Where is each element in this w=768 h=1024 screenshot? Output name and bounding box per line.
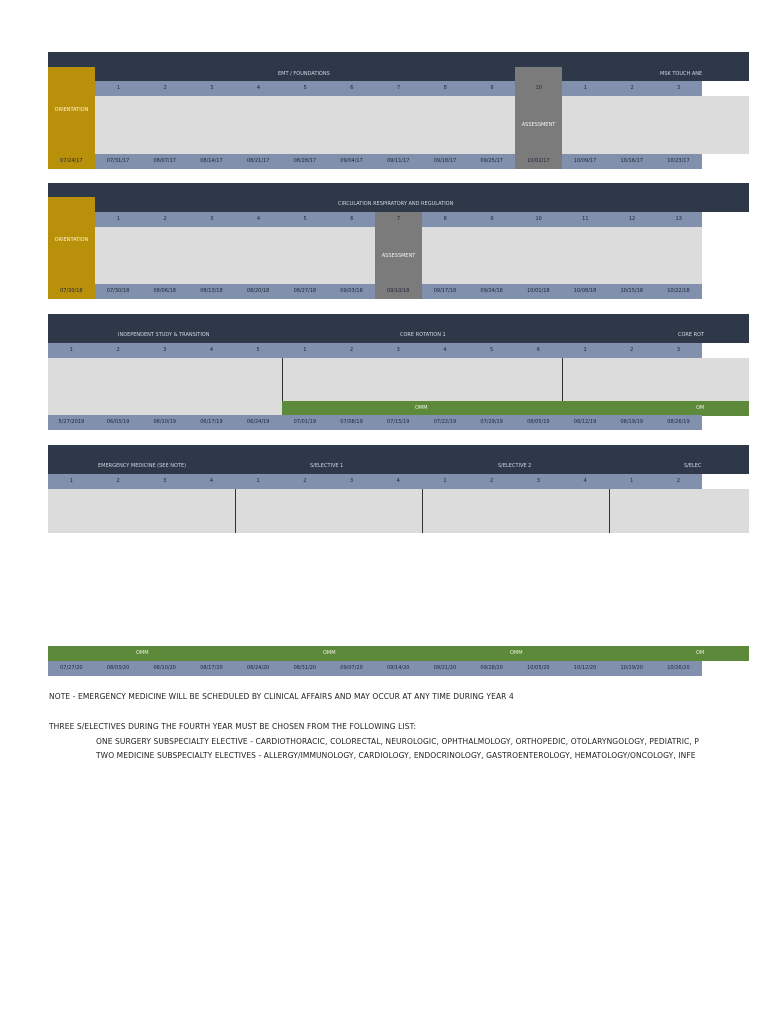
schedule-cell: 07/29/19 <box>480 419 503 425</box>
schedule-cell: 1 <box>69 478 73 484</box>
year4-schedule <box>48 445 749 533</box>
schedule-cell: 08/12/19 <box>573 419 597 425</box>
schedule-cell: 09/17/18 <box>433 288 457 294</box>
year3-header-b: CORE ROTATION 1 <box>400 332 446 338</box>
schedule-cell: 6 <box>536 347 540 353</box>
schedule-cell: 09/14/20 <box>387 665 410 671</box>
schedule-cell: 08/20/18 <box>246 288 270 294</box>
schedule-cell: 2 <box>676 478 681 484</box>
schedule-cell: 7 <box>396 216 401 222</box>
schedule-cell: 12 <box>628 216 636 222</box>
schedule-cell: 08/27/18 <box>293 288 317 294</box>
year4-schedule-body <box>48 489 749 533</box>
schedule-cell: 07/01/19 <box>293 419 317 425</box>
schedule-cell: 6 <box>350 85 354 91</box>
schedule-cell: 10/15/18 <box>620 288 643 294</box>
schedule-cell: 6 <box>350 216 354 222</box>
schedule-cell: 10/08/18 <box>573 288 597 294</box>
schedule-cell: 2 <box>630 85 634 91</box>
schedule-cell: 10 <box>535 85 542 91</box>
schedule-cell: 09/24/18 <box>480 288 503 294</box>
schedule-cell: 06/24/19 <box>246 419 270 425</box>
schedule-cell: 3 <box>163 347 167 353</box>
schedule-cell: 07/30/18 <box>60 288 83 294</box>
year3-omm-label-a: OMM <box>415 405 428 411</box>
year4-omm-label-3: OMM <box>510 650 523 656</box>
schedule-cell: 1 <box>69 347 73 353</box>
schedule-cell: 08/06/18 <box>153 288 176 294</box>
schedule-cell: 09/21/20 <box>433 665 457 671</box>
note-surgery-elective: ONE SURGERY SUBSPECIALTY ELECTIVE - CARDIOTHORACIC, COLORECTAL, NEUROLOGIC, OPHTHALMOLOGY, ORTHOPEDIC, OTOLARYNGOLOGY, PEDIATRIC, P <box>96 737 699 746</box>
schedule-cell: 08/17/20 <box>200 665 223 671</box>
year4-divider-3 <box>609 489 610 533</box>
year4-omm-label-2: OMM <box>323 650 336 656</box>
schedule-cell: 7 <box>396 85 401 91</box>
year4-divider-1 <box>235 489 236 533</box>
year3-omm-bar <box>282 401 749 416</box>
schedule-cell: 4 <box>443 347 447 353</box>
year4-header-b: S/ELECTIVE 1 <box>310 463 344 469</box>
schedule-cell: 9 <box>490 85 494 91</box>
schedule-cell: 09/07/20 <box>340 665 363 671</box>
schedule-cell: 3 <box>676 347 681 353</box>
year1-assessment-label: ASSESSMENT <box>521 122 556 128</box>
schedule-cell: 09/03/18 <box>340 288 363 294</box>
schedule-cell: 07/15/19 <box>387 419 410 425</box>
schedule-cell: 10/12/20 <box>573 665 597 671</box>
year4-header-d: S/ELEC <box>684 463 702 469</box>
schedule-cell: 10/22/18 <box>667 288 690 294</box>
schedule-cell: 1 <box>303 347 307 353</box>
schedule-cell: 4 <box>256 85 261 91</box>
schedule-cell: 11 <box>582 216 589 222</box>
schedule-cell: 5/27/2019 <box>58 419 85 425</box>
year1-header-right: MSK TOUCH ANE <box>660 71 703 77</box>
schedule-cell: 08/07/17 <box>153 158 176 164</box>
schedule-cell: 08/14/17 <box>200 158 223 164</box>
year4-title-bar <box>48 445 749 474</box>
schedule-cell: 1 <box>630 478 634 484</box>
schedule-cell: 09/10/18 <box>387 288 410 294</box>
schedule-cell: 10/01/18 <box>527 288 550 294</box>
schedule-cell: 1 <box>443 478 447 484</box>
schedule-cell: 3 <box>396 347 400 353</box>
schedule-cell: 2 <box>630 347 634 353</box>
schedule-cell: 10 <box>535 216 542 222</box>
year3-independent-study-body <box>48 401 282 416</box>
schedule-cell: 06/03/19 <box>106 419 130 425</box>
year1-header-left: EMT / FOUNDATIONS <box>278 71 330 77</box>
year3-schedule-body <box>48 358 749 401</box>
schedule-cell: 10/02/17 <box>527 158 550 164</box>
schedule-cell: 5 <box>303 216 307 222</box>
schedule-cell: 08/03/20 <box>106 665 130 671</box>
schedule-cell: 07/30/18 <box>106 288 130 294</box>
schedule-cell: 09/11/17 <box>387 158 410 164</box>
schedule-cell: 06/10/19 <box>153 419 176 425</box>
year4-header-a: EMERGENCY MEDICINE (SEE NOTE) <box>98 463 187 469</box>
schedule-cell: 8 <box>443 85 447 91</box>
schedule-cell: 08/10/20 <box>153 665 176 671</box>
year1-schedule-body <box>95 96 749 154</box>
schedule-cell: 3 <box>677 85 681 91</box>
schedule-cell: 10/26/20 <box>667 665 690 671</box>
schedule-cell: 1 <box>583 347 587 353</box>
schedule-cell: 08/13/18 <box>200 288 223 294</box>
year1-schedule <box>48 52 749 169</box>
year3-omm-label-b: OM <box>696 405 705 411</box>
schedule-cell: 2 <box>116 478 120 484</box>
schedule-cell: 2 <box>303 478 307 484</box>
schedule-cell: 8 <box>443 216 447 222</box>
schedule-cell: 13 <box>675 216 682 222</box>
note-emergency-medicine: NOTE - EMERGENCY MEDICINE WILL BE SCHEDULED BY CLINICAL AFFAIRS AND MAY OCCUR AT ANY TIME DURING YEAR 4 <box>49 692 514 701</box>
year2-schedule <box>48 183 749 299</box>
schedule-cell: 08/26/19 <box>667 419 690 425</box>
schedule-cell: 3 <box>163 478 167 484</box>
schedule-cell: 10/16/17 <box>620 158 643 164</box>
schedule-cell: 4 <box>256 216 261 222</box>
schedule-cell: 09/25/17 <box>480 158 503 164</box>
schedule-cell: 4 <box>209 478 214 484</box>
schedule-cell: 08/19/19 <box>620 419 643 425</box>
note-selectives-intro: THREE S/ELECTIVES DURING THE FOURTH YEAR MUST BE CHOSEN FROM THE FOLLOWING LIST: <box>49 722 417 731</box>
year4-omm-label-4: OM <box>696 650 705 656</box>
schedule-cell: 10/09/17 <box>573 158 597 164</box>
schedule-cell: 09/04/17 <box>340 158 363 164</box>
schedule-cell: 07/24/17 <box>60 158 83 164</box>
schedule-cell: 08/05/19 <box>527 419 550 425</box>
schedule-cell: 2 <box>163 216 167 222</box>
schedule-cell: 2 <box>116 347 120 353</box>
schedule-cell: 07/22/19 <box>433 419 457 425</box>
year1-orientation-label: ORIENTATION <box>54 107 89 113</box>
schedule-cell: 5 <box>256 347 260 353</box>
schedule-cell: 08/24/20 <box>246 665 270 671</box>
year2-header: CIRCULATION RESPIRATORY AND REGULATION <box>338 201 454 207</box>
year3-divider-2 <box>562 358 563 401</box>
note-medicine-electives: TWO MEDICINE SUBSPECIALTY ELECTIVES - ALLERGY/IMMUNOLOGY, CARDIOLOGY, ENDOCRINOLOGY, GASTROENTEROLOGY, HEMATOLOGY/ONCOLOGY, INFE <box>96 751 696 760</box>
schedule-cell: 07/31/17 <box>106 158 130 164</box>
schedule-cell: 06/17/19 <box>200 419 223 425</box>
year4-header-c: S/ELECTIVE 2 <box>498 463 532 469</box>
schedule-cell: 1 <box>116 85 120 91</box>
year2-assessment-label: ASSESSMENT <box>381 253 416 259</box>
schedule-cell: 5 <box>303 85 307 91</box>
schedule-cell: 2 <box>349 347 354 353</box>
schedule-cell: 2 <box>490 478 494 484</box>
year4-bottom-rows <box>48 646 749 676</box>
year3-title-bar <box>48 314 749 343</box>
year4-omm-bar <box>48 646 749 661</box>
schedule-cell: 3 <box>210 85 214 91</box>
schedule-cell: 4 <box>396 478 400 484</box>
schedule-cell: 10/05/20 <box>527 665 550 671</box>
schedule-cell: 4 <box>209 347 214 353</box>
schedule-cell: 3 <box>536 478 540 484</box>
schedule-cell: 08/21/17 <box>246 158 270 164</box>
schedule-cell: 09/18/17 <box>433 158 457 164</box>
year2-title-bar <box>48 183 749 212</box>
schedule-cell: 3 <box>349 478 354 484</box>
year3-header-c: CORE ROT <box>678 332 705 338</box>
year2-orientation-label: ORIENTATION <box>54 237 89 243</box>
schedule-cell: 1 <box>256 478 260 484</box>
schedule-cell: 1 <box>583 85 587 91</box>
schedule-cell: 5 <box>490 347 494 353</box>
schedule-cell: 07/08/19 <box>340 419 363 425</box>
year3-header-a: INDEPENDENT STUDY & TRANSITION <box>118 332 210 338</box>
schedule-cell: 10/23/17 <box>667 158 690 164</box>
schedule-cell: 09/28/20 <box>480 665 503 671</box>
schedule-cell: 1 <box>116 216 120 222</box>
year4-omm-label-1: OMM <box>136 650 149 656</box>
schedule-cell: 4 <box>583 478 587 484</box>
schedule-cell: 2 <box>163 85 167 91</box>
schedule-cell: 9 <box>490 216 494 222</box>
schedule-cell: 08/31/20 <box>293 665 317 671</box>
schedule-cell: 07/27/20 <box>60 665 83 671</box>
schedule-cell: 08/28/17 <box>293 158 317 164</box>
year3-schedule <box>48 314 749 430</box>
year4-divider-2 <box>422 489 423 533</box>
schedule-cell: 3 <box>210 216 214 222</box>
schedule-cell: 10/19/20 <box>620 665 643 671</box>
year3-divider-1 <box>282 358 283 401</box>
year1-title-bar <box>48 52 749 81</box>
